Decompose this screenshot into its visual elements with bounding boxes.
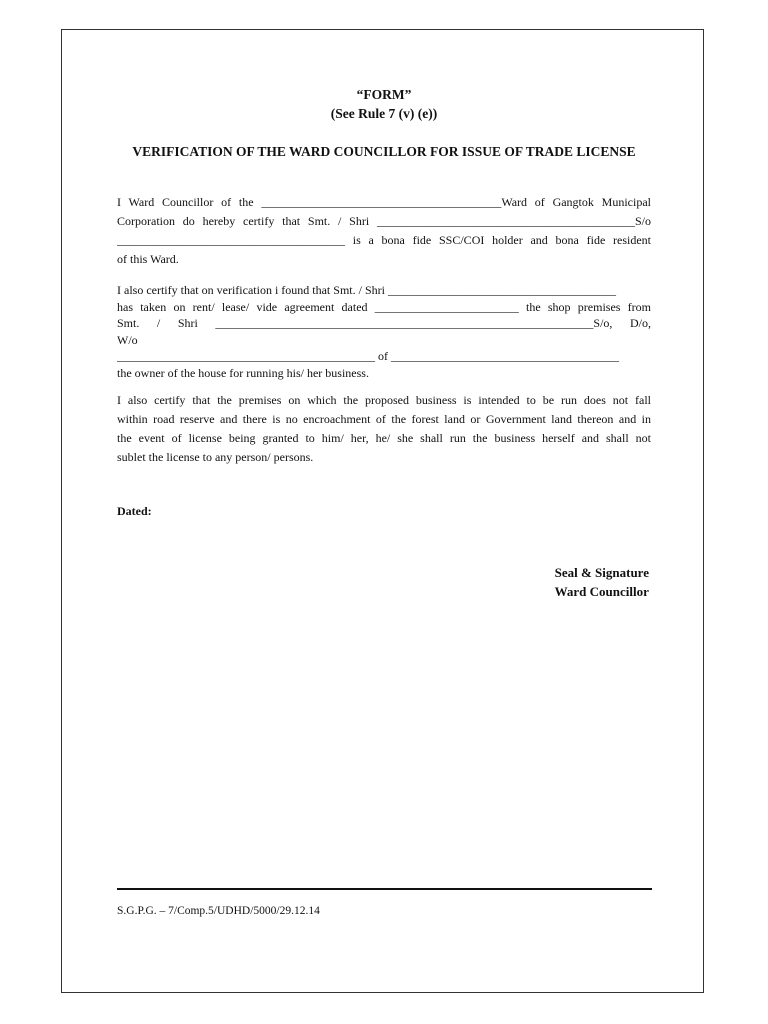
paragraph-line: within road reserve and there is no encroachment of the forest land or Government land thereon and in <box>117 412 651 426</box>
paragraph-line: of this Ward. <box>117 252 179 266</box>
certification-paragraph <box>117 193 651 269</box>
signature-block <box>555 563 649 601</box>
form-heading: VERIFICATION OF THE WARD COUNCILLOR FOR ISSUE OF TRADE LICENSE <box>132 144 636 159</box>
paragraph-line: the owner of the house for running his/ her business. <box>117 365 369 380</box>
dated-label: Dated: <box>117 504 152 518</box>
rent-verification-paragraph <box>117 282 651 381</box>
seal-signature-label: Seal & Signature <box>554 565 649 580</box>
form-title: “FORM” <box>356 87 412 102</box>
footer-reference: S.G.P.G. – 7/Comp.5/UDHD/5000/29.12.14 <box>117 905 320 917</box>
paragraph-line: W/o <box>117 332 138 347</box>
paragraph-line: Corporation do hereby certify that Smt. / Shri ___________________________________________S/o <box>117 214 651 228</box>
page-border <box>61 29 704 993</box>
paragraph-line: ___________________________________________ of ______________________________________ <box>117 349 619 363</box>
paragraph-line: Smt. / Shri _______________________________________________________________S/o, D/o, <box>117 316 651 330</box>
footer-divider <box>117 888 652 890</box>
ward-councillor-label: Ward Councillor <box>554 584 649 599</box>
paragraph-line: the event of license being granted to him/ her, he/ she shall run the business herself and shall not <box>117 431 651 445</box>
premises-paragraph <box>117 391 651 467</box>
paragraph-line: I also certify that the premises on which the proposed business is intended to be run does not fall <box>117 393 651 407</box>
paragraph-line: I Ward Councillor of the ________________________________________Ward of Gangtok Municipal <box>117 195 651 209</box>
paragraph-line: sublet the license to any person/ persons. <box>117 450 314 464</box>
paragraph-line: I also certify that on verification i found that Smt. / Shri ______________________________________ <box>117 283 616 297</box>
paragraph-line: ______________________________________ is a bona fide SSC/COI holder and bona fide resident <box>117 233 651 247</box>
form-rule-reference: (See Rule 7 (v) (e)) <box>330 106 438 121</box>
paragraph-line: has taken on rent/ lease/ vide agreement dated ________________________ the shop premises from <box>117 299 651 314</box>
